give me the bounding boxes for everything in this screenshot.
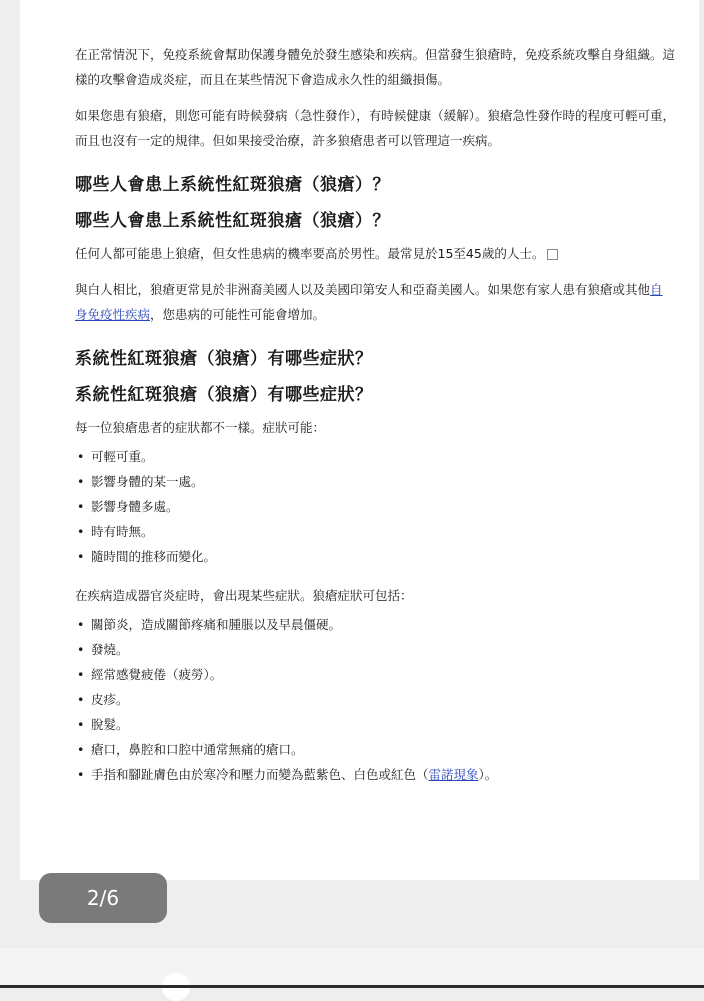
list-item: • 皮疹。 (75, 687, 675, 712)
list-item: • 隨時間的推移而變化。 (75, 544, 675, 569)
symptom-traits-list (75, 444, 675, 569)
who-paragraph-2-text-after: ，您患病的可能性可能會增加。 (150, 307, 326, 322)
who-paragraph-2 (75, 277, 675, 327)
document-page (20, 0, 699, 880)
organ-symptoms-list (75, 612, 675, 787)
list-item: • 可輕可重。 (75, 444, 675, 469)
organ-symptoms-intro: 在疾病造成器官炎症時，會出現某些症狀。狼瘡症狀可包括： (75, 588, 413, 603)
symptoms-intro: 每一位狼瘡患者的症狀都不一樣。症狀可能： (75, 420, 326, 435)
list-item: • 關節炎，造成關節疼痛和腫脹以及早晨僵硬。 (75, 612, 675, 637)
list-item-raynaud (75, 762, 675, 787)
raynaud-phenomenon-link[interactable]: 雷諾現象 (428, 767, 479, 782)
raynaud-text-after: ）。 (478, 767, 498, 782)
list-item: • 時有時無。 (75, 519, 675, 544)
list-item: • 影響身體多處。 (75, 494, 675, 519)
intro-paragraph-1: 在正常情況下，免疫系統會幫助保護身體免於發生感染和疾病。但當發生狼瘡時，免疫系統攻擊自身組織。這樣的攻擊會造成炎症，而且在某些情況下會造成永久性的組織損傷。 (75, 47, 676, 87)
list-item: • 脫髮。 (75, 712, 675, 737)
bottom-navigation-bar (0, 948, 704, 988)
list-item: • 經常感覺疲倦（疲勞）。 (75, 662, 675, 687)
raynaud-text-before: 手指和腳趾膚色由於寒冷和壓力而變為藍紫色、白色或紅色（ (91, 767, 429, 782)
section-heading-who-repeat: 哪些人會患上系統性紅斑狼瘡（狼瘡）？ (75, 211, 390, 231)
section-heading-symptoms: 系統性紅斑狼瘡（狼瘡）有哪些症狀？ (75, 349, 373, 369)
list-item: • 發燒。 (75, 637, 675, 662)
list-item: • 影響身體的某一處。 (75, 469, 675, 494)
who-paragraph-1 (75, 241, 675, 266)
section-heading-who: 哪些人會患上系統性紅斑狼瘡（狼瘡）？ (75, 175, 390, 195)
page-indicator: 2/6 (39, 873, 167, 923)
autoimmune-disease-link[interactable]: 自身免疫性疾病 (75, 282, 663, 322)
intro-paragraph-2: 如果您患有狼瘡，則您可能有時候發病（急性發作），有時候健康（緩解）。狼瘡急性發作時的程度可輕可重，而且也沒有一定的規律。但如果接受治療，許多狼瘡患者可以管理這一疾病。 (75, 108, 676, 148)
reference-box-icon (547, 249, 558, 260)
who-paragraph-2-text-before: 與白人相比，狼瘡更常見於非洲裔美國人以及美國印第安人和亞裔美國人。如果您有家人患有狼瘡或其他 (75, 282, 651, 297)
section-heading-symptoms-repeat: 系統性紅斑狼瘡（狼瘡）有哪些症狀？ (75, 385, 373, 405)
who-paragraph-1-text: 任何人都可能患上狼瘡，但女性患病的機率要高於男性。最常見於15至45歲的人士。 (75, 246, 545, 261)
list-item: • 瘡口，鼻腔和口腔中通常無痛的瘡口。 (75, 737, 675, 762)
